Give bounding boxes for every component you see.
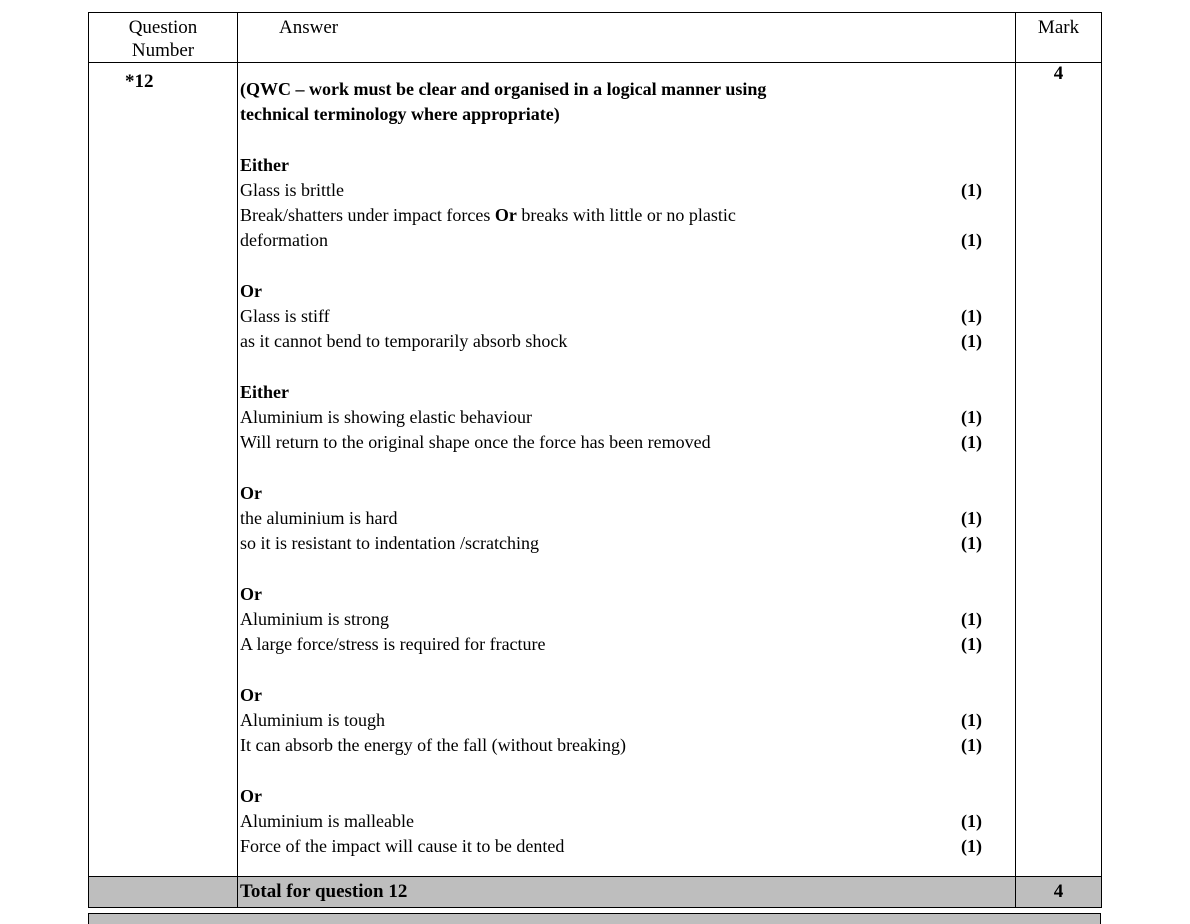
answer-segment: A large force/stress is required for fracture (240, 634, 546, 654)
answer-line (240, 834, 995, 859)
answer-block (240, 481, 995, 556)
block-heading: Or (240, 685, 262, 705)
answer-text (240, 733, 961, 758)
answer-line (240, 733, 995, 758)
answer-text (240, 607, 961, 632)
answer-text (240, 708, 961, 733)
mark-point: (1) (961, 508, 982, 528)
block-heading: Or (240, 786, 262, 806)
answer-text (240, 834, 961, 859)
answer-line (240, 809, 995, 834)
mark-point: (1) (961, 836, 982, 856)
mark-point: (1) (961, 230, 982, 250)
answer-segment: Glass is brittle (240, 180, 344, 200)
answer-line (240, 228, 995, 253)
answer-text (240, 632, 961, 657)
answer-text (240, 430, 961, 455)
answer-line (240, 708, 995, 733)
header-row (89, 13, 1102, 63)
mark-point: (1) (961, 634, 982, 654)
answer-segment: Force of the impact will cause it to be dented (240, 836, 565, 856)
answer-line (240, 607, 995, 632)
block-heading: Or (240, 483, 262, 503)
mark-point: (1) (961, 811, 982, 831)
answer-text (240, 809, 961, 834)
question-row (89, 63, 1102, 877)
answer-cell (238, 63, 1016, 877)
qwc-note-line: technical terminology where appropriate) (240, 104, 560, 124)
mark-scheme-table (88, 12, 1102, 908)
header-mark: Mark (1016, 13, 1102, 63)
answer-text (240, 506, 961, 531)
header-answer: Answer (238, 13, 1016, 63)
answer-segment: Aluminium is strong (240, 609, 390, 629)
total-mark: 4 (1016, 877, 1102, 908)
answer-text (240, 304, 961, 329)
answer-block (240, 153, 995, 253)
answer-segment: Or (494, 205, 517, 225)
answer-line (240, 405, 995, 430)
answer-line (240, 203, 995, 228)
answer-line (240, 430, 995, 455)
answer-line (240, 632, 995, 657)
answer-line (240, 329, 995, 354)
total-row (89, 877, 1102, 908)
block-heading: Or (240, 281, 262, 301)
answer-block (240, 380, 995, 455)
answer-segment: as it cannot bend to temporarily absorb shock (240, 331, 568, 351)
answer-line (240, 304, 995, 329)
answer-text (240, 329, 961, 354)
mark-point: (1) (961, 180, 982, 200)
answer-block (240, 582, 995, 657)
next-row-partial-strip (88, 913, 1101, 924)
question-number: *12 (89, 63, 238, 877)
answer-block (240, 279, 995, 354)
answer-segment: It can absorb the energy of the fall (without breaking) (240, 735, 627, 755)
answer-segment: Aluminium is malleable (240, 811, 414, 831)
total-row-empty-cell (89, 877, 238, 908)
mark-point: (1) (961, 735, 982, 755)
answer-segment: the aluminium is hard (240, 508, 398, 528)
answer-line (240, 506, 995, 531)
header-question-number: Question Number (89, 13, 238, 63)
mark-point: (1) (961, 331, 982, 351)
answer-segment: so it is resistant to indentation /scratching (240, 533, 539, 553)
answer-segment: Glass is stiff (240, 306, 330, 326)
mark-point: (1) (961, 533, 982, 553)
row-mark-total: 4 (1016, 63, 1102, 877)
answer-segment: breaks with little or no plastic (516, 205, 736, 225)
answer-block (240, 683, 995, 758)
block-heading: Either (240, 382, 289, 402)
mark-point: (1) (961, 432, 982, 452)
mark-point: (1) (961, 710, 982, 730)
block-heading: Either (240, 155, 289, 175)
mark-point: (1) (961, 407, 982, 427)
answer-segment: deformation (240, 230, 328, 250)
answer-text (240, 178, 961, 203)
answer-text (240, 405, 961, 430)
mark-point: (1) (961, 609, 982, 629)
answer-line (240, 531, 995, 556)
total-label: Total for question 12 (238, 877, 1016, 908)
mark-point: (1) (961, 306, 982, 326)
answer-segment: Aluminium is showing elastic behaviour (240, 407, 532, 427)
answer-text (240, 228, 961, 253)
answer-content (240, 77, 995, 859)
answer-segment: Will return to the original shape once the force has been removed (240, 432, 711, 452)
qwc-note-line: (QWC – work must be clear and organised in a logical manner using (240, 79, 767, 99)
block-heading: Or (240, 584, 262, 604)
answer-segment: Break/shatters under impact forces (240, 205, 495, 225)
answer-text (240, 531, 961, 556)
answer-line (240, 178, 995, 203)
answer-text (240, 203, 961, 228)
answer-block (240, 784, 995, 859)
answer-segment: Aluminium is tough (240, 710, 386, 730)
